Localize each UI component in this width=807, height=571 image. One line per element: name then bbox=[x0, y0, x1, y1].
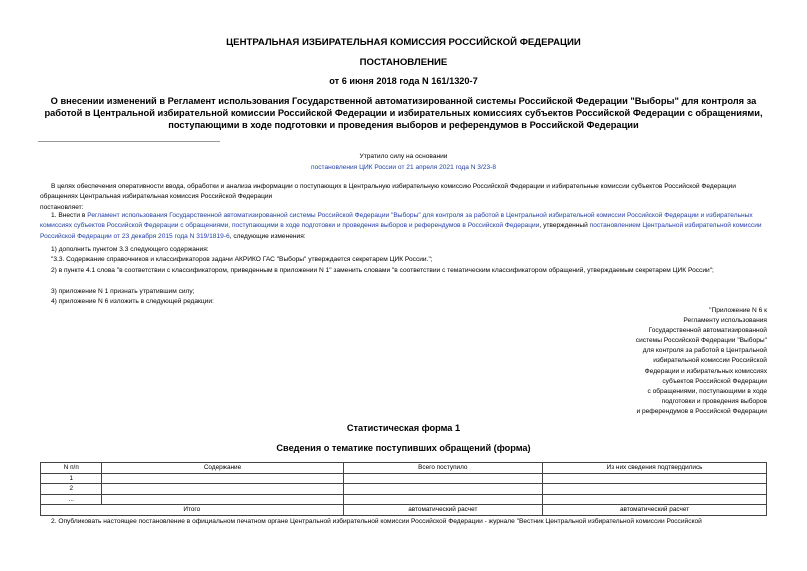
document-kind: ПОСТАНОВЛЕНИЕ bbox=[359, 57, 448, 68]
table-cell bbox=[102, 473, 343, 484]
form-title: Статистическая форма 1 bbox=[346, 423, 461, 433]
appendix-line: Государственной автоматизированной bbox=[648, 327, 767, 335]
table-cell bbox=[543, 494, 767, 505]
table-cell: ... bbox=[41, 494, 102, 505]
total-cell: автоматический расчет bbox=[543, 505, 767, 516]
table-cell bbox=[343, 494, 543, 505]
appendix-line: избирательной комиссии Российской bbox=[653, 357, 767, 365]
separator-line bbox=[38, 141, 220, 142]
amendment-item-1: 1) дополнить пунктом 3.3 следующего содержания: bbox=[51, 246, 209, 253]
appendix-line: для контроля за работой в Центральной bbox=[642, 347, 767, 355]
amendment-text-mid: , утвержденный bbox=[539, 222, 590, 230]
appendix-line: с обращениями, поступающими в ходе bbox=[647, 387, 767, 395]
repeal-notice: Утратило силу на основании bbox=[359, 153, 448, 160]
amendment-paragraph bbox=[40, 211, 770, 242]
document-title: О внесении изменений в Регламент использования Государственной автоматизированной системы Российской Федерации "Выборы" для контроля за работой в Центральной избирательной комиссии Российской Федерации и избирательных комиссиях субъектов Российской Федерации с обращениями, поступающими в ходе подготовки и проведения выборов и референдумов в Российской Федерации bbox=[44, 96, 763, 130]
appendix-line: системы Российской Федерации "Выборы" bbox=[635, 337, 767, 345]
repeal-notice-link[interactable]: постановления ЦИК России от 21 апреля 2021 года N 3/23-8 bbox=[311, 164, 496, 171]
table-cell bbox=[343, 473, 543, 484]
table-header-row bbox=[41, 463, 767, 474]
table-cell bbox=[102, 494, 343, 505]
header-cell-confirmed: Из них сведения подтвердились bbox=[543, 463, 767, 474]
appendix-line: и референдумов в Российской Федерации bbox=[636, 407, 767, 415]
preamble-paragraph: В целях обеспечения оперативности ввода, обработки и анализа информации о поступающих в Центральную избирательную комиссию Российской Федерации и избирательные комиссии субъектов Российской Федерации обращениях Центральная избирательная комиссия Российской Федерации bbox=[40, 183, 736, 201]
appendix-line: "Приложение N 6 к bbox=[709, 307, 767, 314]
decree-word: постановляет: bbox=[40, 204, 84, 211]
appendix-line: субъектов Российской Федерации bbox=[662, 377, 767, 385]
table-cell bbox=[543, 473, 767, 484]
amendment-item-4: 4) приложение N 6 изложить в следующей редакции: bbox=[51, 298, 214, 305]
table-row bbox=[41, 494, 767, 505]
table-cell bbox=[102, 484, 343, 495]
table-cell: 1 bbox=[41, 473, 102, 484]
appendix-line: Регламенту использования bbox=[683, 317, 767, 325]
table-row bbox=[41, 473, 767, 484]
publication-paragraph: 2. Опубликовать настоящее постановление в официальном печатном органе Центральной избирательной комиссии Российской Федерации - журнале "Вестник Центральной избирательной комиссии Российской bbox=[51, 518, 702, 525]
total-label-cell: Итого bbox=[41, 505, 344, 516]
header-cell-number: N п/п bbox=[41, 463, 102, 474]
regulation-link[interactable]: Регламент использования Государственной автоматизированной системы Российской Федерации "Выборы" для контроля за работой в Центральной избирательной комиссии Российской Федерации и избирательных комиссиях субъектов Российской Федерации с обращениями, поступающими в ходе подготовки и проведения выборов и референдумов в Российской Федерации bbox=[40, 212, 753, 230]
header-cell-total: Всего поступило bbox=[343, 463, 543, 474]
table-cell bbox=[343, 484, 543, 495]
total-cell: автоматический расчет bbox=[343, 505, 543, 516]
amendment-item-2: 2) в пункте 4.1 слова "в соответствии с классификатором, приведенным в приложении N 1" заменить словами "в соответствии с тематическим классификатором обращений, утверждаемым секретарем ЦИК России"; bbox=[51, 267, 714, 274]
table-cell bbox=[543, 484, 767, 495]
table-cell: 2 bbox=[41, 484, 102, 495]
statistics-table bbox=[40, 462, 767, 516]
table-total-row bbox=[41, 505, 767, 516]
resolution-link[interactable]: постановлением Центральной избирательной комиссии Российской Федерации от 23 декабря 2015 года N 319/1819-6 bbox=[40, 222, 762, 240]
amendment-text-start: 1. Внести в bbox=[51, 212, 88, 219]
form-name: Сведения о тематике поступивших обращений (форма) bbox=[276, 443, 531, 453]
amendment-item-1-quote: "3.3. Содержание справочников и классификаторов задачи АКРИКО ГАС "Выборы" утверждается секретарем ЦИК России."; bbox=[51, 256, 433, 263]
appendix-line: подготовки и проведения выборов bbox=[661, 397, 767, 405]
amendment-text-end: , следующие изменения: bbox=[229, 232, 306, 240]
table-row bbox=[41, 484, 767, 495]
document-number: от 6 июня 2018 года N 161/1320-7 bbox=[329, 76, 478, 86]
header-cell-content: Содержание bbox=[102, 463, 343, 474]
appendix-line: Федерации и избирательных комиссиях bbox=[644, 367, 767, 375]
amendment-item-3: 3) приложение N 1 признать утратившим силу; bbox=[51, 288, 195, 295]
organization-heading: ЦЕНТРАЛЬНАЯ ИЗБИРАТЕЛЬНАЯ КОМИССИЯ РОССИЙСКОЙ ФЕДЕРАЦИИ bbox=[226, 37, 581, 48]
appendix-caption bbox=[567, 306, 767, 417]
